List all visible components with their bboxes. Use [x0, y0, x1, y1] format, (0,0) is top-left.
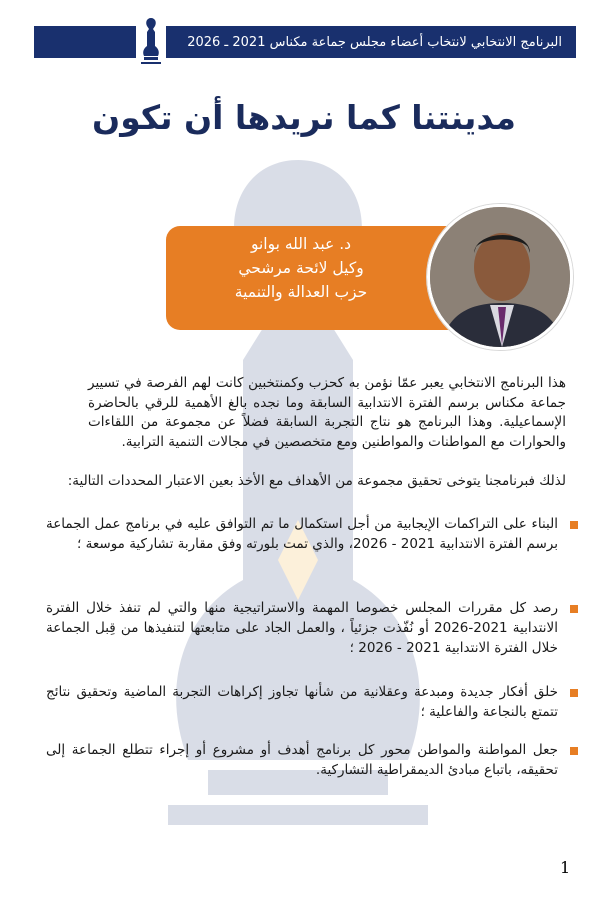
list-item-text: جعل المواطنة والمواطن محور كل برنامج أهدف أو مشروع أو إجراء تتطلع الجماعة إلى تحقيقه، باتباع مبادئ الديمقراطية التشاركية. — [46, 742, 558, 778]
candidate-name: د. عبد الله بوانو — [250, 235, 352, 253]
bullet-square-icon — [570, 521, 578, 529]
candidate-card-text — [166, 232, 436, 304]
list-item — [40, 682, 578, 722]
list-item — [40, 740, 578, 780]
list-item-text: البناء على التراكمات الإيجابية من أجل استكمال ما تم التوافق عليه في برنامج عمل الجماعة برسم الفترة الانتدابية 2021 - 2026، والذي تمت بلورته وفق مقاربة تشاركية موسعة ؛ — [46, 516, 558, 552]
bullet-square-icon — [570, 605, 578, 613]
header-band — [34, 26, 576, 58]
lamp-logo-icon — [136, 12, 166, 68]
header-title: البرنامج الانتخابي لانتخاب أعضاء مجلس جماعة مكناس 2021 ـ 2026 — [187, 34, 562, 50]
page-title: مدينتنا كما نريدها أن تكون — [92, 98, 516, 137]
candidate-role: وكيل لائحة مرشحي — [238, 259, 364, 277]
list-item-text: خلق أفكار جديدة ومبدعة وعقلانية من شأنها تجاوز إكراهات التجربة الماضية وتحقيق نتائج تتمتع بالنجاعة والفاعلية ؛ — [46, 684, 558, 720]
lead-paragraph: لذلك فبرنامجنا يتوخى تحقيق مجموعة من الأهداف مع الأخذ بعين الاعتبار المحددات التالية: — [67, 473, 566, 489]
candidate-photo — [427, 204, 573, 350]
bullet-square-icon — [570, 689, 578, 697]
list-item-text: رصد كل مقررات المجلس خصوصا المهمة والاستراتيجية منها والتي لم تنفذ خلال الفترة الانتدابية 2021-2026 أو نُفّذت جزئياً ، والعمل الجاد على متابعتها لتنفيذها من قِبل الجماعة خلال الفترة الانتدابية 2021 - 2026 ؛ — [46, 600, 558, 656]
list-item — [40, 514, 578, 554]
intro-paragraph: هذا البرنامج الانتخابي يعبر عمّا نؤمن به كحزب وكمنتخبين كانت لهم الفرصة في تسيير جماعة مكناس برسم الفترة الانتدابية السابقة وما نجده بالغ الأهمية للرقي بالحاضرة الإسماعيلية. وهذا البرنامج هو نتاج التجربة السابقة فضلاً عن مجموعة من اللقاءات والحوارات مع المواطنات والمواطنين ومع متخصصين في مجالات التنمية الترابية. — [88, 375, 566, 450]
page-number: 1 — [560, 858, 571, 877]
header-left-block — [34, 26, 130, 58]
candidate-party: حزب العدالة والتنمية — [234, 283, 368, 301]
list-item — [40, 598, 578, 658]
bullet-square-icon — [570, 747, 578, 755]
